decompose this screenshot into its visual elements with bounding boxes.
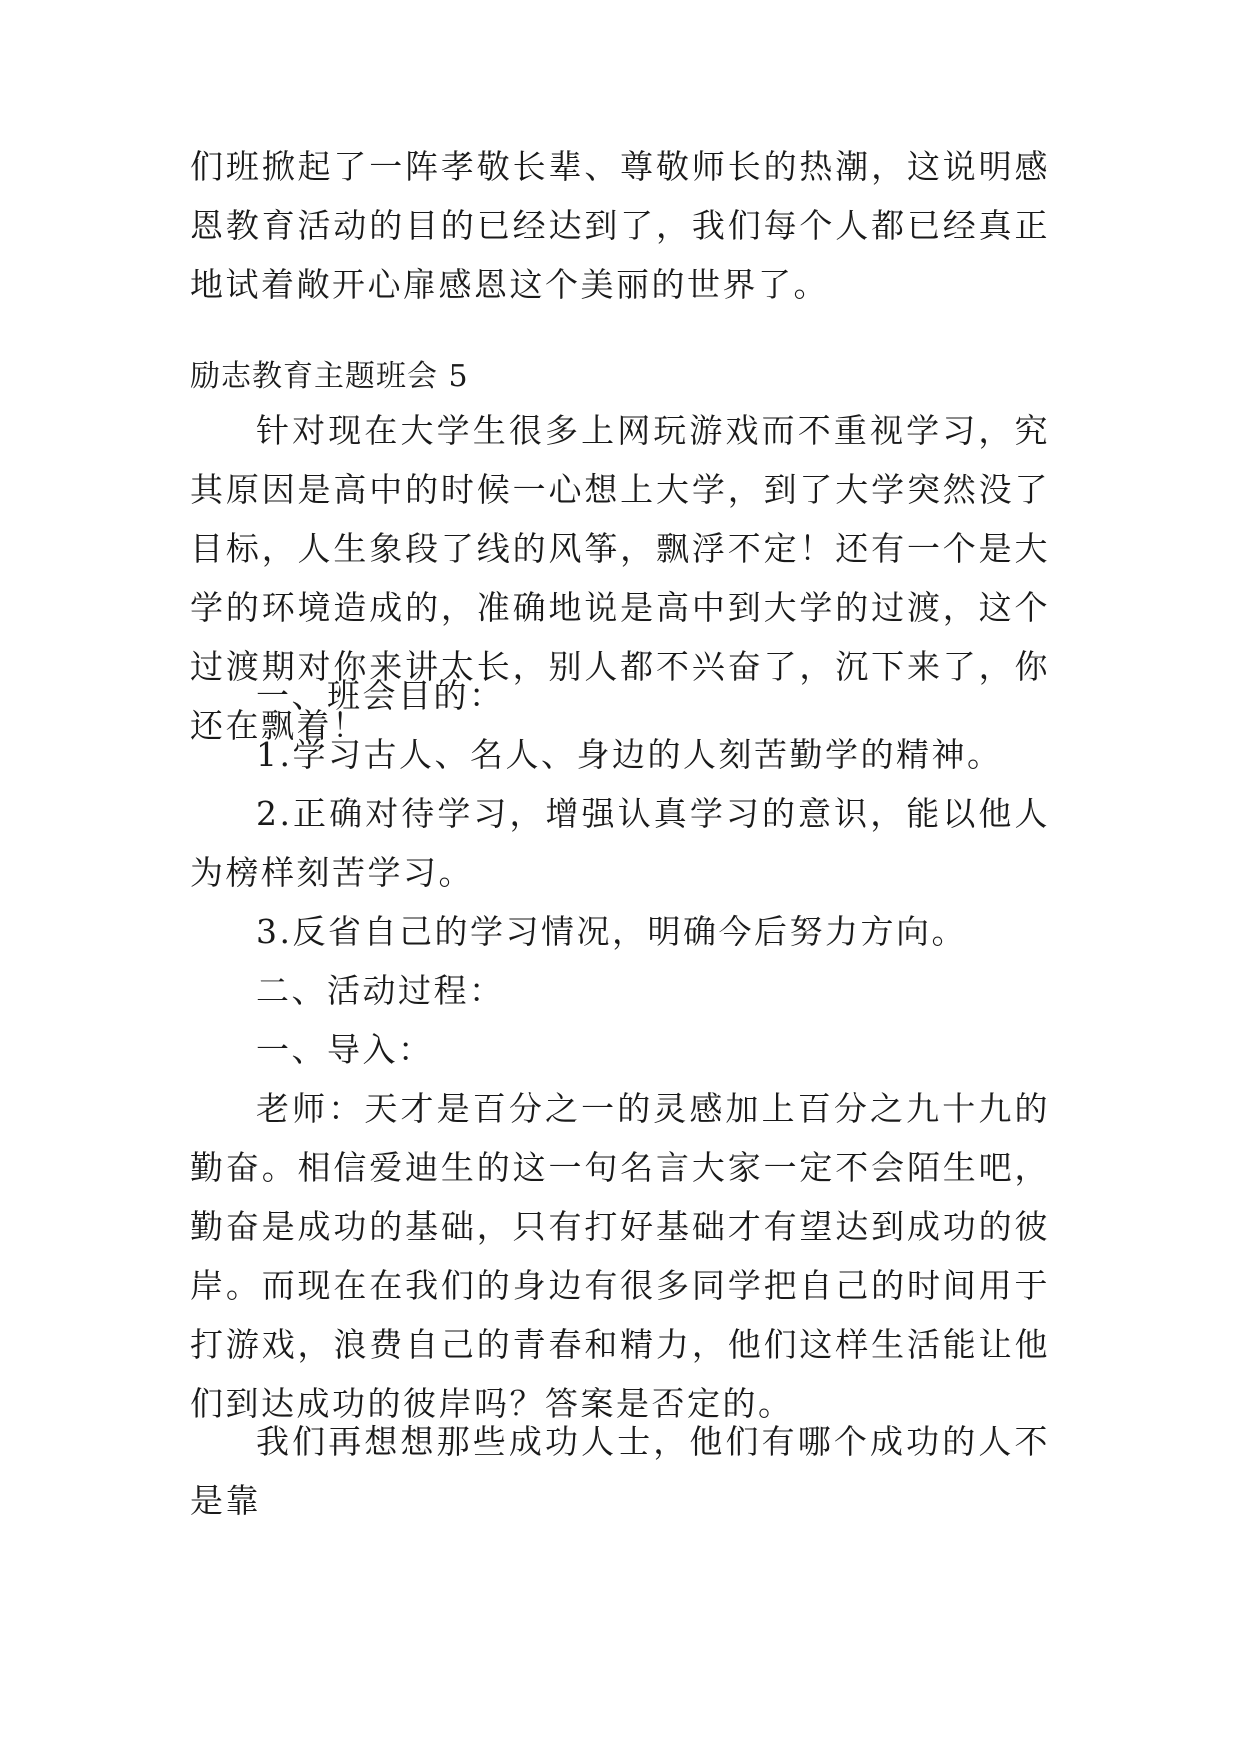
step-heading: 一、导入： [256, 1030, 434, 1069]
section-title: 励志教育主题班会 5 [190, 359, 469, 394]
goal-heading: 一、班会目的： [256, 676, 505, 715]
process-heading: 二、活动过程： [256, 971, 505, 1010]
goal-item-1: 1.学习古人、名人、身边的人刻苦勤学的精神。 [256, 735, 1003, 774]
closing-paragraph: 我们再想想那些成功人士，他们有哪个成功的人不是靠 [190, 1422, 1050, 1520]
goal-item-2: 2.正确对待学习，增强认真学习的意识，能以他人为榜样刻苦学习。 [190, 794, 1050, 892]
intro-paragraph: 针对现在大学生很多上网玩游戏而不重视学习，究其原因是高中的时候一心想上大学，到了大学突然没了目标，人生象段了线的风筝，飘浮不定！还有一个是大学的环境造成的，准确地说是高中到大学的过渡，这个过渡期对你来讲太长，别人都不兴奋了，沉下来了，你还在飘着！ [190, 411, 1050, 745]
teacher-paragraph: 老师：天才是百分之一的灵感加上百分之九十九的勤奋。相信爱迪生的这一句名言大家一定不会陌生吧，勤奋是成功的基础，只有打好基础才有望达到成功的彼岸。而现在在我们的身边有很多同学把自己的时间用于打游戏，浪费自己的青春和精力，他们这样生活能让他们到达成功的彼岸吗？答案是否定的。 [190, 1089, 1050, 1423]
goal-item-3: 3.反省自己的学习情况，明确今后努力方向。 [256, 912, 967, 951]
continuation-paragraph: 们班掀起了一阵孝敬长辈、尊敬师长的热潮，这说明感恩教育活动的目的已经达到了，我们每个人都已经真正地试着敞开心扉感恩这个美丽的世界了。 [190, 147, 1050, 304]
